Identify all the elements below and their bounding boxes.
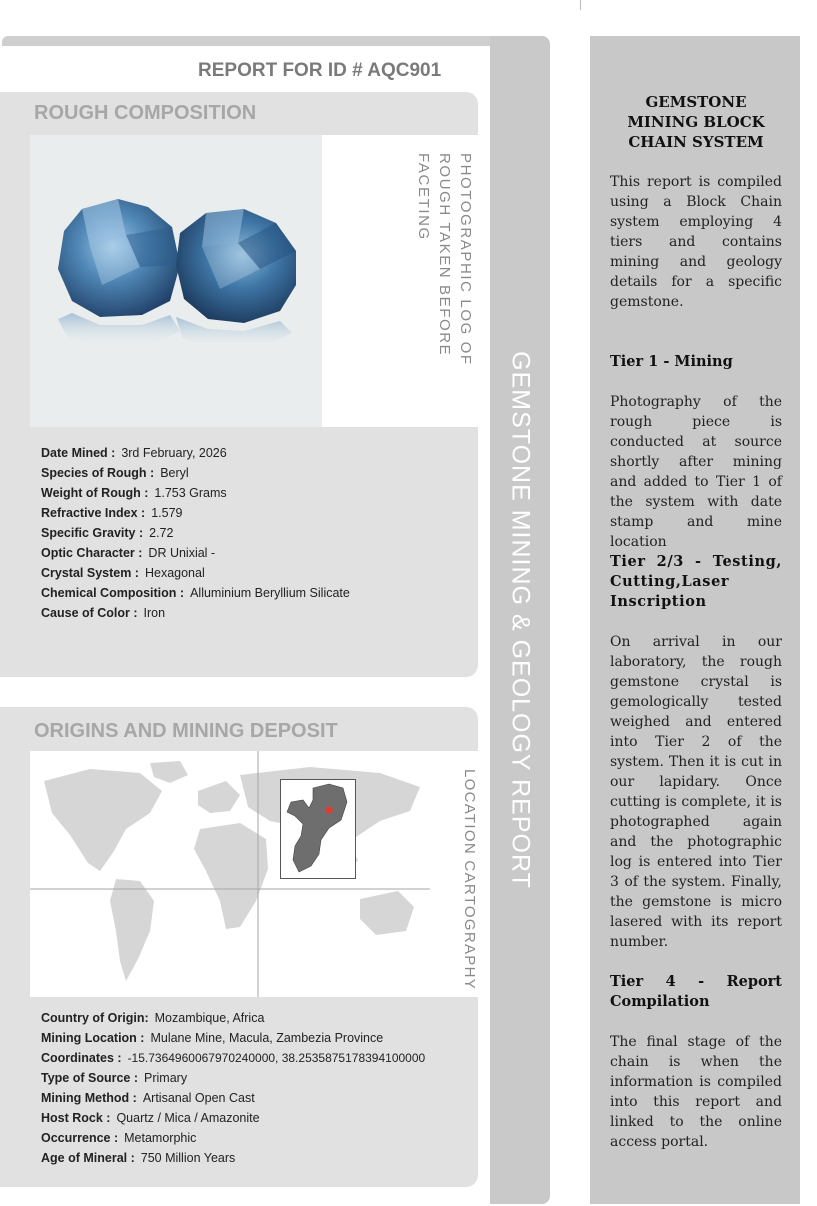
- detail-label: Age of Mineral :: [41, 1151, 135, 1165]
- detail-label: Refractive Index :: [41, 506, 146, 520]
- world-continents: [44, 761, 420, 981]
- detail-label: Cause of Color :: [41, 606, 138, 620]
- detail-label: Species of Rough :: [41, 466, 155, 480]
- report-frame-top: [2, 36, 548, 46]
- origin-details-list: [41, 1008, 425, 1168]
- origins-card: [0, 707, 478, 1187]
- detail-row-source-type: [41, 1068, 425, 1088]
- sidebar-intro: This report is compiled using a Block Chain system employing 4 tiers and contains mining and geology details for a specific gemstone.: [610, 174, 782, 310]
- detail-label: Specific Gravity :: [41, 526, 144, 540]
- detail-label: Host Rock :: [41, 1111, 111, 1125]
- detail-row-refractive-index: [41, 503, 350, 523]
- rough-photo-caption-text: PHOTOGRAPHIC LOG OF ROUGH TAKEN BEFORE FACETING: [415, 153, 474, 366]
- detail-value: Primary: [144, 1071, 188, 1085]
- top-divider-tick: [580, 0, 581, 10]
- detail-value: Hexagonal: [144, 566, 205, 580]
- detail-value: Mozambique, Africa: [154, 1011, 265, 1025]
- detail-row-cause-of-color: [41, 603, 350, 623]
- origins-heading: ORIGINS AND MINING DEPOSIT: [34, 720, 338, 742]
- detail-label: Occurrence :: [41, 1131, 119, 1145]
- report-side-title: [490, 351, 550, 889]
- detail-row-date-mined: [41, 443, 350, 463]
- tier23-heading: Tier 2/3 - Testing, Cutting,Laser Inscription: [610, 553, 782, 610]
- location-map-panel: [30, 751, 478, 997]
- detail-value: Alluminium Beryllium Silicate: [190, 586, 350, 600]
- detail-value: DR Unixial -: [148, 546, 216, 560]
- detail-label: Weight of Rough :: [41, 486, 149, 500]
- report-side-title-text: GEMSTONE MINING & GEOLOGY REPORT: [506, 351, 535, 889]
- rough-composition-heading: ROUGH COMPOSITION: [34, 102, 257, 124]
- detail-value: 1.753 Grams: [154, 486, 227, 500]
- detail-row-weight: [41, 483, 350, 503]
- detail-value: 3rd February, 2026: [121, 446, 227, 460]
- blockchain-info-sidebar: [590, 36, 800, 1204]
- detail-value: Metamorphic: [124, 1131, 197, 1145]
- detail-row-mining-location: [41, 1028, 425, 1048]
- tier4-text: The final stage of the chain is when the information is compiled into this report and linked to the online access portal.: [610, 1034, 782, 1150]
- detail-row-mineral-age: [41, 1148, 425, 1168]
- detail-value: Iron: [143, 606, 166, 620]
- detail-value: Mulane Mine, Macula, Zambezia Province: [150, 1031, 384, 1045]
- detail-row-optic-character: [41, 543, 350, 563]
- detail-row-mining-method: [41, 1088, 425, 1108]
- detail-value: 1.579: [151, 506, 183, 520]
- rough-composition-card: [0, 92, 478, 677]
- detail-value: -15.7364960067970240000, 38.2535875178394100000: [127, 1051, 426, 1065]
- detail-row-coordinates: [41, 1048, 425, 1068]
- detail-label: Type of Source :: [41, 1071, 139, 1085]
- rough-gemstone-photo: [30, 135, 322, 427]
- detail-value: 750 Million Years: [140, 1151, 236, 1165]
- detail-row-specific-gravity: [41, 523, 350, 543]
- detail-label: Mining Method :: [41, 1091, 137, 1105]
- map-caption-text: LOCATION CARTOGRAPHY: [461, 769, 478, 991]
- detail-value: 2.72: [149, 526, 174, 540]
- detail-value: Quartz / Mica / Amazonite: [116, 1111, 260, 1125]
- detail-row-species: [41, 463, 350, 483]
- detail-label: Optic Character :: [41, 546, 143, 560]
- detail-label: Crystal System :: [41, 566, 139, 580]
- detail-label: Coordinates :: [41, 1051, 122, 1065]
- detail-value: Beryl: [160, 466, 189, 480]
- map-inset: [280, 779, 356, 879]
- mozambique-map-inset: [281, 780, 355, 878]
- detail-label: Country of Origin:: [41, 1011, 149, 1025]
- detail-row-host-rock: [41, 1108, 425, 1128]
- detail-row-occurrence: [41, 1128, 425, 1148]
- world-map: [30, 751, 430, 997]
- rough-photo-panel: [30, 135, 478, 427]
- detail-row-crystal-system: [41, 563, 350, 583]
- tier1-text: Photography of the rough piece is conducted at source shortly after mining and added to Tier 1 of the system with date stamp and mine location: [610, 394, 782, 550]
- tier4-heading: Tier 4 - Report Compilation: [610, 973, 782, 1010]
- detail-row-chemical-composition: [41, 583, 350, 603]
- report-id-label: REPORT FOR ID # AQC901: [198, 60, 442, 81]
- detail-value: Artisanal Open Cast: [142, 1091, 255, 1105]
- detail-label: Date Mined :: [41, 446, 116, 460]
- map-caption: [450, 769, 480, 991]
- tier1-heading: Tier 1 - Mining: [610, 353, 733, 370]
- rough-details-list: [41, 443, 350, 623]
- detail-label: Chemical Composition :: [41, 586, 185, 600]
- detail-row-country: [41, 1008, 425, 1028]
- rough-photo-caption: [415, 153, 476, 415]
- sidebar-title: GEMSTONE MINING BLOCK CHAIN SYSTEM: [627, 93, 765, 151]
- detail-label: Mining Location :: [41, 1031, 145, 1045]
- tier23-text: On arrival in our laboratory, the rough gemstone crystal is gemologically tested weighed and entered into Tier 2 of the system. Then it is cut in our lapidary. Once cutting is complete, it is photographed again and the photographic log is entered into Tier 3 of the system. Finally, the gemstone is micro lasered with its report number.: [610, 634, 782, 950]
- mine-location-marker: [325, 806, 332, 813]
- rough-gemstone-illustration: [30, 135, 322, 427]
